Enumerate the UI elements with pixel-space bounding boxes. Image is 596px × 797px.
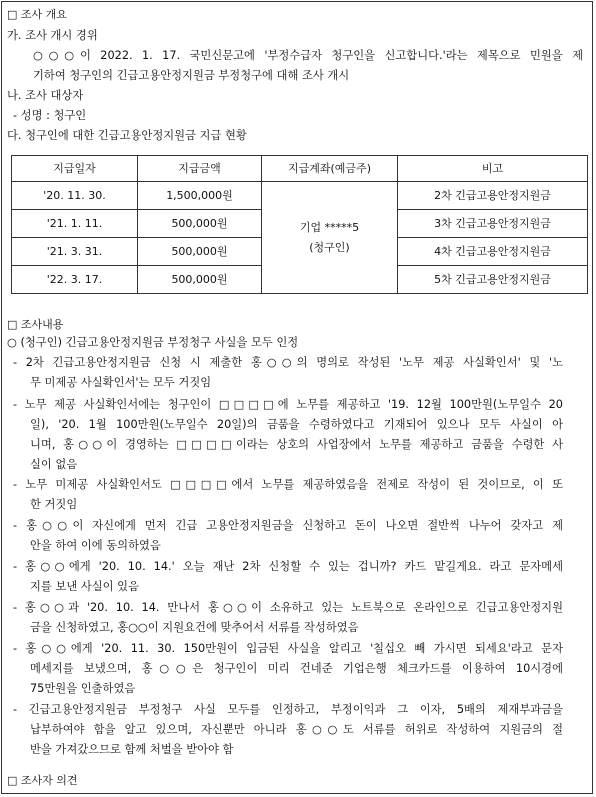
finding-item-continuation: 안을 하여 이에 동의하였음 [30, 539, 161, 552]
finding-item: - 홍○○에게 '20. 10. 14.' 오늘 재난 2차 신청할 수 있는 겁니까? 카드 맡길게요. 라고 문자메세 [13, 560, 563, 573]
subsection-c-heading: 다. 청구인에 대한 긴급고용안정지원금 지급 현황 [7, 129, 247, 142]
finding-item-continuation: 니며, 홍○○이 경영하는 □□□□이라는 상호의 사업장에서 노무를 제공하고 금품을 수령한 사 [30, 438, 563, 451]
table-header-cell: 지급계좌(예금주) [262, 156, 398, 182]
table-header-cell: 지급금액 [138, 156, 262, 182]
finding-item-continuation: 실이 없음 [30, 458, 78, 471]
payment-date-cell: '21. 3. 31. [12, 238, 138, 266]
payment-note-cell: 2차 긴급고용안정지원금 [398, 182, 588, 210]
payment-date-cell: '22. 3. 17. [12, 266, 138, 294]
section-opinion-heading: □ 조사자 의견 [7, 774, 78, 787]
account-number: 기업 *****5 [299, 220, 360, 234]
payment-date-cell: '21. 1. 11. [12, 210, 138, 238]
table-header-row [12, 156, 588, 182]
payment-amount-cell: 500,000원 [138, 238, 262, 266]
subsection-a-line: ○○○이 2022. 1. 17. 국민신문고에 '부정수급자 청구인을 신고합니다.'라는 제목으로 민원을 제 [33, 49, 583, 62]
payment-amount-cell: 500,000원 [138, 210, 262, 238]
payment-history-table [11, 155, 588, 294]
table-header-cell: 지급일자 [12, 156, 138, 182]
finding-item-continuation: 반을 가져갔으므로 함께 처벌을 받아야 함 [30, 743, 234, 756]
payment-amount-cell: 500,000원 [138, 266, 262, 294]
subsection-a-heading: 가. 조사 개시 경위 [7, 29, 98, 42]
document-page [1, 1, 593, 794]
finding-item: - 노무 제공 사실확인서에는 청구인이 □□□□에 노무를 제공하고 '19. 12월 100만원(노무일수 20 [13, 398, 563, 411]
finding-item: - 긴급고용안정지원금 부정청구 사실 모두를 인정하고, 부정이익과 그 이자, 5배의 제재부과금을 [13, 703, 563, 716]
finding-item: - 홍○○에게 '20. 11. 30. 150만원이 입금된 사실을 알리고 '칠십오 빼 가시면 되세요'라고 문자 [13, 642, 563, 655]
payment-date-cell: '20. 11. 30. [12, 182, 138, 210]
finding-item: - 홍○○과 '20. 10. 14. 만나서 홍○○이 소유하고 있는 노트북으로 온라인으로 긴급고용안정지원 [13, 601, 563, 614]
section-overview-heading: □ 조사 개요 [7, 8, 67, 21]
finding-item-continuation: 한 거짓임 [30, 498, 78, 511]
finding-item-continuation: 메세지를 보냈으며, 홍○○은 청구인이 미리 건네준 기업은행 체크카드를 이용하여 10시경에 [30, 662, 563, 675]
section-investigation-heading: □ 조사내용 [7, 318, 64, 331]
finding-item-continuation: 75만원을 인출하였음 [30, 682, 136, 695]
subsection-a-line: 기하여 청구인의 긴급고용안정지원금 부정청구에 대해 조사 개시 [33, 69, 350, 82]
account-holder: (청구인) [309, 240, 350, 254]
payment-note-cell: 5차 긴급고용안정지원금 [398, 266, 588, 294]
payment-account-cell [262, 182, 398, 294]
payment-amount-cell: 1,500,000원 [138, 182, 262, 210]
finding-item: - 2차 긴급고용안정지원금 신청 시 제출한 홍○○의 명의로 작성된 '노무 제공 사실확인서' 및 '노 [13, 356, 563, 369]
table-header-cell: 비고 [398, 156, 588, 182]
finding-item-continuation: 무 미제공 사실확인서'는 모두 거짓임 [30, 376, 212, 389]
subsection-b-line: - 성명 : 청구인 [13, 109, 87, 122]
payment-note-cell: 4차 긴급고용안정지원금 [398, 238, 588, 266]
payment-note-cell: 3차 긴급고용안정지원금 [398, 210, 588, 238]
finding-item-continuation: 일), '20. 1월 100만원(노무일수 20일)의 금품을 수령하였다고 기재되어 있으나 모두 사실이 아 [30, 418, 563, 431]
finding-item-continuation: 납부하여야 함을 알고 있으며, 자신뿐만 아니라 홍○○도 서류를 허위로 작성하여 지원금의 절 [30, 723, 563, 736]
findings-headline: ○ (청구인) 긴급고용안정지원금 부정청구 사실을 모두 인정 [7, 336, 299, 349]
finding-item: - 노무 미제공 사실확인서도 □□□□에서 노무를 제공하였음을 전제로 작성이 된 것이므로, 이 또 [13, 478, 563, 491]
finding-item-continuation: 금을 신청하였고, 홍○○이 지원요건에 맞추어서 서류를 작성하였음 [30, 621, 359, 634]
table-row [12, 182, 588, 210]
finding-item: - 홍○○이 자신에게 먼저 긴급 고용안정지원금을 신청하고 돈이 나오면 절반씩 나누어 갖자고 제 [13, 519, 563, 532]
subsection-b-heading: 나. 조사 대상자 [7, 89, 84, 102]
finding-item-continuation: 지를 보낸 사실이 있음 [30, 580, 139, 593]
